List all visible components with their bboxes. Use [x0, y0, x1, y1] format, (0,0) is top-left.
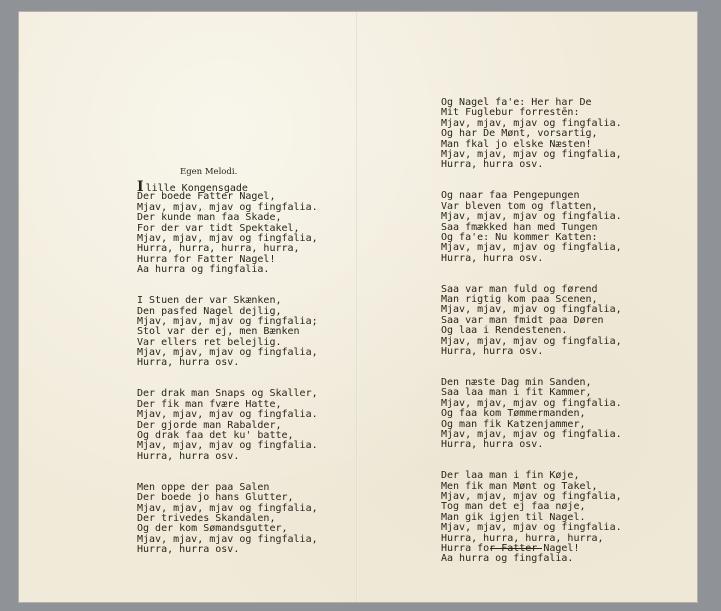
bleed-through-title: ​: [24, 94, 30, 123]
verse-text: Men fik man Mønt og Takel,: [441, 480, 598, 492]
verse-text: Tog man det ej faa nøje,: [441, 501, 586, 513]
verse-text: Mjav, mjav, mjav og fingfalia.: [137, 201, 318, 213]
verse-text: Mjav, mjav, mjav og fingfalia,: [137, 502, 318, 514]
verse-text: Mjav, mjav, mjav og fingfalia,: [441, 491, 622, 503]
verse-text: Og har De Mønt, vorsartig,: [441, 128, 598, 140]
verse-line: [441, 440, 622, 450]
verse-text: Mjav, mjav, mjav og fingfalia,: [137, 232, 318, 244]
verse-text: Mjav, mjav, mjav og fingfalia,: [441, 335, 622, 347]
verse-text: Mjav, mjav, mjav og fingfalia,: [441, 304, 622, 316]
verse-text: Hurra, hurra, hurra, hurra,: [137, 243, 300, 255]
verse-text: Saa fmækked han med Tungen: [441, 221, 598, 233]
song-sheet: [19, 12, 697, 602]
stanza-gap: [441, 264, 622, 285]
verse-text: Mjav, mjav, mjav og fingfalia.: [137, 409, 318, 421]
stanza: [441, 471, 622, 565]
verse-text: Den næste Dag min Sanden,: [441, 376, 592, 388]
stanza: [137, 483, 318, 556]
stanza-gap: [441, 171, 622, 192]
verse-text: Mjav, mjav, mjav og fingfalia.: [441, 428, 622, 440]
verse-text: Men oppe der paa Salen: [137, 481, 270, 493]
verse-text: Aa hurra og fingfalia.: [137, 264, 270, 276]
verse-line: [441, 160, 622, 170]
verse-text: Saa laa man i fit Kammer,: [441, 387, 592, 399]
verse-text: Stol var der ej, men Bænken: [137, 326, 300, 338]
verse-text: Der drak man Snaps og Skaller,: [137, 388, 318, 400]
verse-text: Der gjorde man Rabalder,: [137, 419, 282, 431]
melody-note: Egen Melodi.: [180, 167, 238, 177]
verse-text: Og naar faa Pengepungen: [441, 190, 580, 202]
verse-text: Hurra, hurra osv.: [137, 357, 240, 369]
stanza: [441, 98, 622, 171]
stanza: [137, 179, 318, 276]
verse-line: [137, 452, 318, 462]
verse-text: Og man fik Katzenjammer,: [441, 418, 586, 430]
verse-text: Mjav, mjav, mjav og fingfalia,: [137, 533, 318, 545]
verse-text: Mjav, mjav, mjav og fingfalia,: [137, 347, 318, 359]
paper-fold: [356, 12, 358, 602]
stanza-gap: [137, 369, 318, 390]
stanza: [441, 378, 622, 451]
verse-text: Saa var man fuld og førend: [441, 283, 598, 295]
stanza-gap: [137, 276, 318, 297]
verse-line: [441, 554, 622, 564]
stanza: [137, 389, 318, 462]
stanza: [137, 296, 318, 369]
verse-text: Mjav, mjav, mjav og fingfalia;: [137, 315, 318, 327]
verse-text: Saa var man fmidt paa Døren: [441, 314, 604, 326]
verse-text: Og laa i Rendestenen.: [441, 325, 568, 337]
verse-line: [137, 358, 318, 368]
stanza-gap: [137, 462, 318, 483]
verse-text: Og faa kom Tømmermanden,: [441, 408, 586, 420]
drop-cap: I: [137, 179, 144, 195]
verse-text: Hurra, hurra osv.: [441, 346, 544, 357]
verse-text: Hurra, hurra osv.: [137, 544, 240, 556]
end-rule: [490, 548, 542, 549]
verse-text: Mit Fuglebur forrestēn:: [441, 107, 580, 119]
verse-text: Hurra, hurra osv.: [137, 450, 240, 462]
verse-text: Mjav, mjav, mjav og fingfalia.: [441, 397, 622, 409]
verse-text: Mjav, mjav, mjav og fingfalia.: [137, 440, 318, 452]
verse-text: Hurra, hurra osv.: [441, 159, 544, 171]
verse-text: Var bleven tom og flatten,: [441, 200, 598, 212]
verse-text: Der fik man fvære Hatte,: [137, 398, 282, 410]
verse-text: Man fkal jo elske Næsten!: [441, 138, 592, 150]
verse-text: Hurra for Fatter Nagel!: [137, 253, 276, 265]
stanza-gap: [441, 357, 622, 378]
stanza: [441, 285, 622, 358]
verse-text: Mjav, mjav, mjav og fingfalia.: [441, 522, 622, 534]
verse-text: Og fa'e: Nu kommer Katten:: [441, 231, 598, 243]
verse-line: [137, 545, 318, 555]
verse-text: Hurra, hurra osv.: [441, 252, 544, 264]
verse-text: Hurra, hurra, hurra, hurra,: [441, 532, 604, 544]
verse-text: Hurra, hurra osv.: [441, 439, 544, 451]
verse-text: Hurra for Fatter Nagel!: [441, 543, 580, 555]
verse-text: I Stuen der var Skænken,: [137, 295, 282, 307]
verse-text: Mjav, mjav, mjav og fingfalia.: [441, 211, 622, 223]
verse-text: Og drak faa det ku' batte,: [137, 430, 294, 441]
verse-line: [441, 254, 622, 264]
verse-text: lille Kongensgade: [145, 183, 248, 194]
verse-text: Der laa man i fin Køje,: [441, 470, 580, 482]
verse-text: Og Nagel fa'e: Her har De: [441, 97, 592, 108]
right-column: [441, 98, 622, 565]
verse-text: For der var tidt Spektakel,: [137, 222, 300, 234]
verse-text: Man rigtig kom paa Scenen,: [441, 294, 598, 306]
left-column: [137, 179, 318, 556]
verse-line: [137, 265, 318, 275]
verse-text: Der kunde man faa Skade,: [137, 212, 282, 224]
verse-text: Var ellers ret belejlig.: [137, 336, 282, 348]
stanza-gap: [441, 451, 622, 472]
verse-text: Mjav, mjav, mjav og fingfalia.: [441, 117, 622, 129]
verse-text: Og der kom Sømandsgutter,: [137, 523, 288, 535]
verse-text: Der trivedes Skandalen,: [137, 512, 276, 524]
verse-text: Mjav, mjav, mjav og fingfalia,: [441, 242, 622, 254]
stanza: [441, 191, 622, 264]
verse-line: [441, 347, 622, 357]
verse-text: Man gik igjen til Nagel.: [441, 511, 586, 523]
verse-text: Aa hurra og fingfalia.: [441, 553, 574, 565]
verse-text: Den pasfed Nagel dejlig,: [137, 305, 282, 317]
verse-text: Der boede jo hans Glutter,: [137, 492, 294, 504]
verse-text: Der boede Fatter Nagel,: [137, 191, 276, 203]
verse-text: Mjav, mjav, mjav og fingfalia,: [441, 148, 622, 160]
